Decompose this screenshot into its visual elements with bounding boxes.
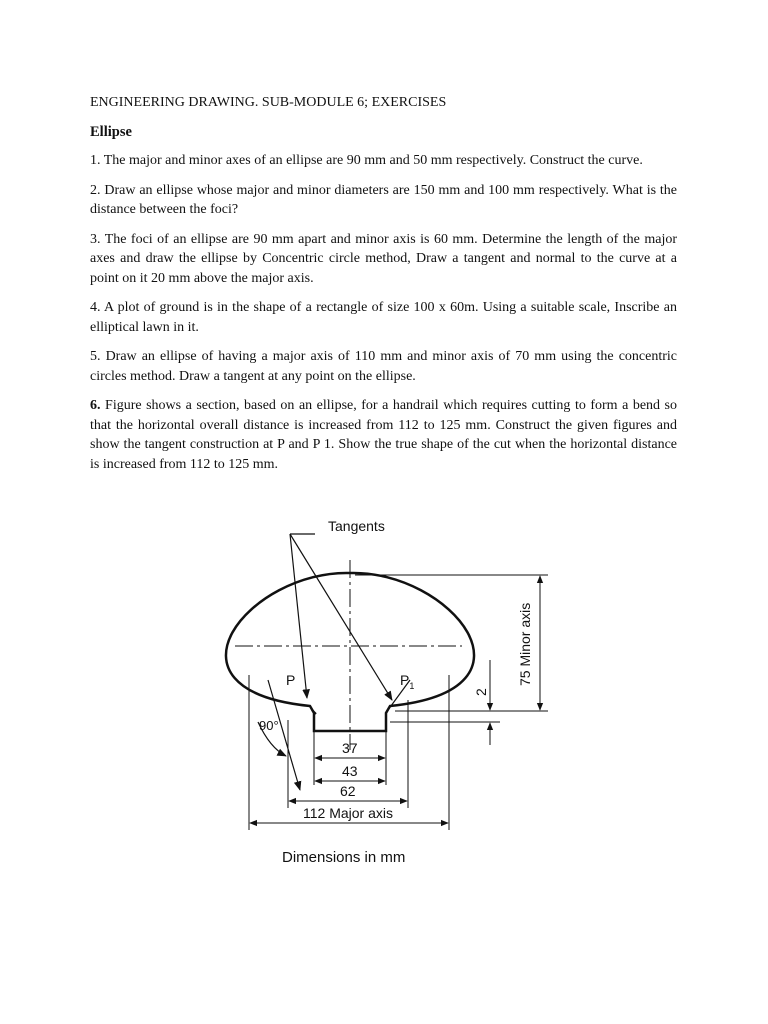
handrail-figure (0, 500, 768, 880)
dim-62-label: 62 (340, 783, 356, 799)
figure-caption: Dimensions in mm (282, 849, 406, 866)
dim-43-label: 43 (342, 763, 358, 779)
exercise-3 (90, 230, 677, 289)
section-heading: Ellipse (90, 123, 132, 140)
tangents-label: Tangents (328, 518, 385, 534)
exercise-number: 3. (90, 231, 101, 247)
exercise-1 (90, 151, 677, 171)
exercise-text (90, 93, 677, 484)
exercise-text: Draw an ellipse whose major and minor diameters are 150 mm and 100 mm respectively. What is the distance between the foci? (90, 182, 678, 217)
angle-label: 90° (259, 718, 279, 733)
exercise-6 (90, 396, 677, 474)
tangent-at-p (268, 680, 300, 790)
dim-2-label: 2 (473, 688, 489, 696)
major-axis-label: 112 Major axis (303, 805, 394, 821)
document-title: ENGINEERING DRAWING. SUB-MODULE 6; EXERCISES (90, 95, 447, 110)
minor-axis-label: 75 Minor axis (517, 602, 533, 686)
point-p1-subscript: 1 (409, 681, 415, 691)
exercise-number: 6. (90, 398, 101, 413)
point-p1-label (400, 672, 414, 691)
exercise-number: 5. (90, 349, 101, 364)
tangent-line-right (290, 534, 392, 700)
exercise-number: 2. (90, 182, 101, 198)
point-p1-letter: P (400, 672, 410, 688)
exercise-text: The major and minor axes of an ellipse are 90 mm and 50 mm respectively. Construct the curve. (103, 153, 643, 168)
dim-37-label: 37 (342, 740, 358, 756)
neck-left (312, 710, 316, 714)
exercise-text: A plot of ground is in the shape of a rectangle of size 100 x 60m. Using a suitable scale, Inscribe an elliptical lawn in it. (90, 300, 677, 335)
point-p-label: P (286, 672, 296, 688)
exercise-text: Figure shows a section, based on an ellipse, for a handrail which requires cutting to form a bend so that the horizontal overall distance is increased from 112 to 125 mm. Construct the given figures and show the tangent construction at P and P 1. Show the true shape of the cut when the horizontal distance is increased from 112 to 125 mm. (90, 398, 678, 472)
exercise-text: The foci of an ellipse are 90 mm apart and minor axis is 60 mm. Determine the length of the major axes and draw the ellipse by Concentric circle method, Draw a tangent and normal to the curve at a point on it 20 mm above the major axis. (90, 231, 677, 286)
exercise-number: 1. (90, 153, 101, 168)
exercise-5 (90, 347, 677, 386)
handrail-section-drawing (0, 500, 768, 880)
exercise-text: Draw an ellipse of having a major axis of 110 mm and minor axis of 70 mm using the concentric circles method. Draw a tangent at any point on the ellipse. (90, 349, 677, 384)
exercise-2 (90, 181, 677, 220)
exercise-number: 4. (90, 300, 101, 315)
exercise-4 (90, 298, 677, 337)
